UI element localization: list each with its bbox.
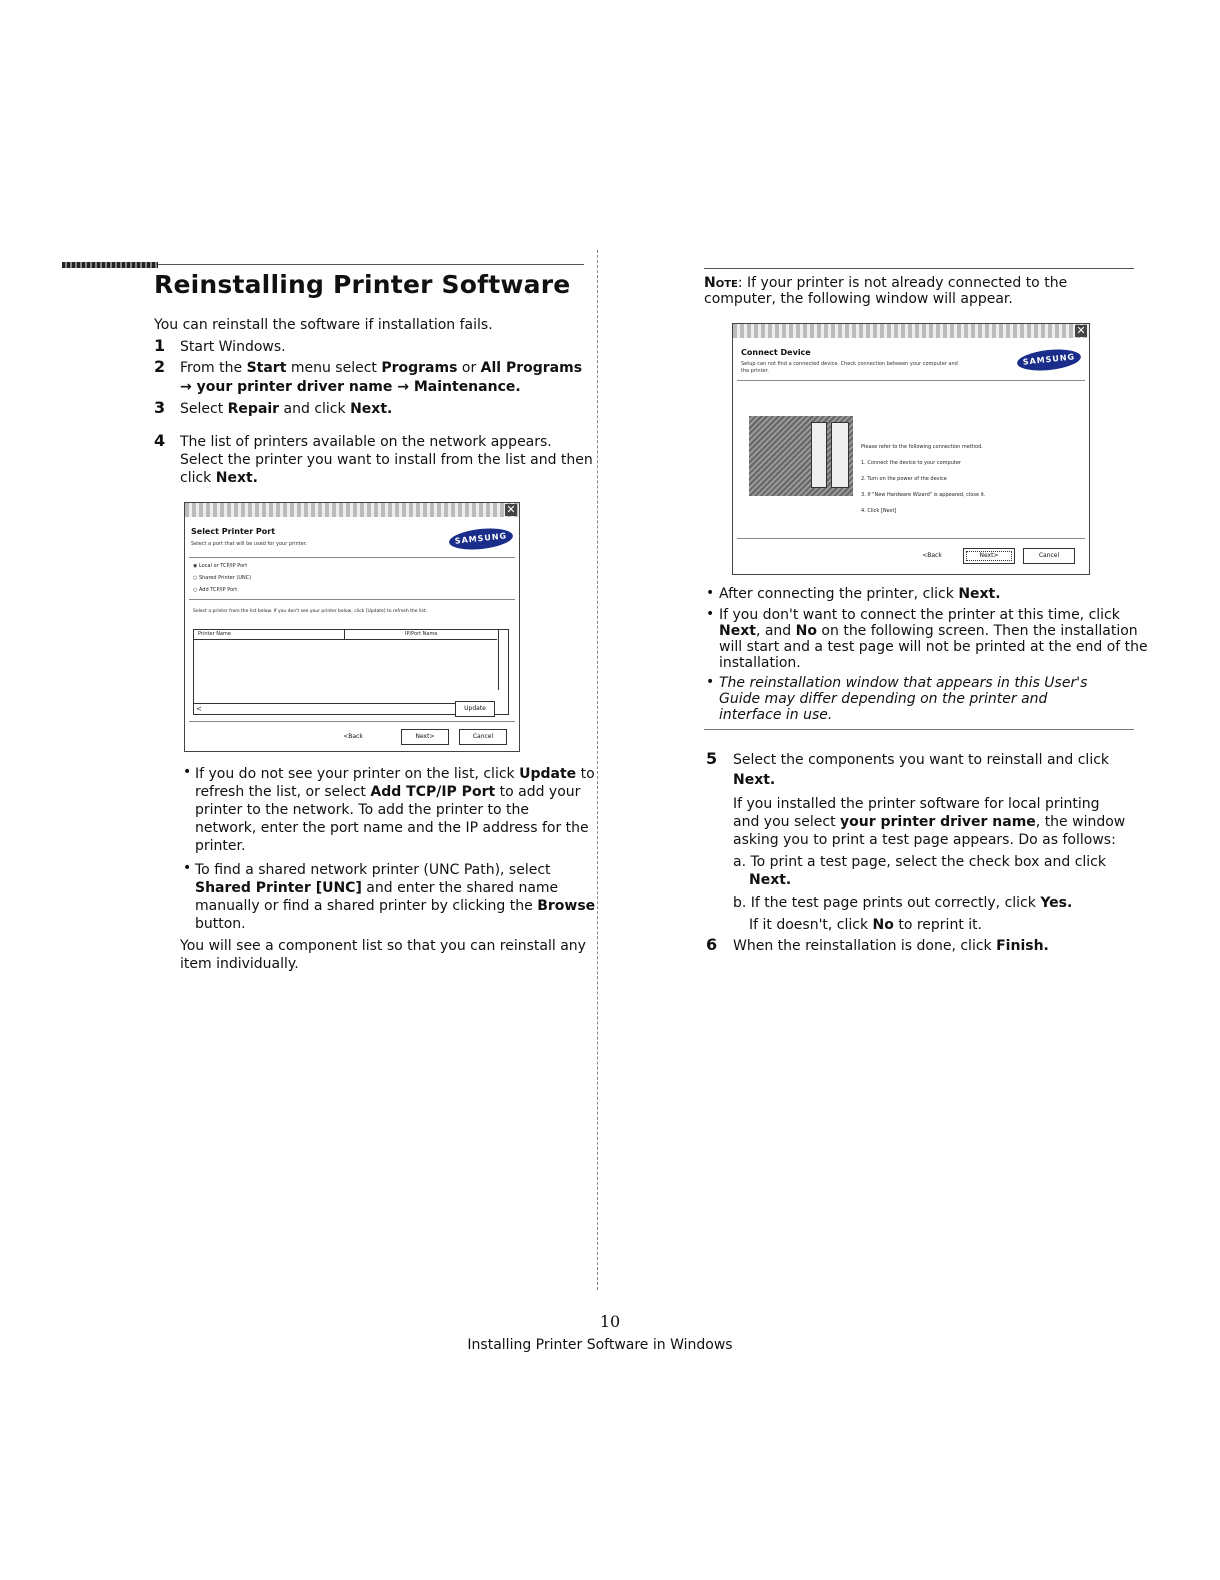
bullet-dont-connect-line-3: will start and a test page will not be printed at the end of the xyxy=(719,639,1148,655)
dialog-separator xyxy=(189,721,515,722)
step-4-number: 4 xyxy=(154,431,166,450)
page-number: 10 xyxy=(599,1312,621,1331)
next-button[interactable]: Next> xyxy=(963,548,1015,564)
step-5-line-1: Select the components you want to reinstall and click xyxy=(733,752,1110,768)
step-6-text: When the reinstallation is done, click Finish. xyxy=(733,938,1049,954)
bullet-update-line-4: network, enter the port name and the IP address for the xyxy=(195,820,589,836)
dialog-separator xyxy=(189,557,515,558)
header-rule xyxy=(158,264,584,265)
step-6-number: 6 xyxy=(706,935,718,954)
intro-text: You can reinstall the software if installation fails. xyxy=(154,317,493,333)
outro-line-2: item individually. xyxy=(180,956,299,972)
substep-a-line-1: a. To print a test page, select the check box and click xyxy=(733,854,1106,870)
note-bottom-rule xyxy=(704,729,1134,730)
connect-device-dialog xyxy=(732,323,1090,575)
outro-line-1: You will see a component list so that you can reinstall any xyxy=(180,938,586,954)
column-header-printer-name[interactable]: Printer Name xyxy=(194,630,345,640)
bullet-dont-connect-line-2: Next, and No on the following screen. Then the installation xyxy=(719,623,1138,639)
dialog-separator xyxy=(737,380,1085,381)
step-5-para-line-3: asking you to print a test page appears. Do as follows: xyxy=(733,832,1116,848)
back-button[interactable]: <Back xyxy=(329,729,377,745)
cancel-button[interactable]: Cancel xyxy=(459,729,507,745)
samsung-logo: SAMSUNG xyxy=(1016,347,1082,374)
bullet-update-line-1: If you do not see your printer on the list, click Update to xyxy=(195,766,595,782)
back-button[interactable]: <Back xyxy=(907,548,957,564)
step-4-line-2: Select the printer you want to install from the list and then xyxy=(180,452,593,468)
radio-shared-printer[interactable]: ○ Shared Printer (UNC) xyxy=(193,575,252,581)
step-4-line-3: click Next. xyxy=(180,470,258,486)
dialog-separator xyxy=(189,599,515,600)
cancel-button[interactable]: Cancel xyxy=(1023,548,1075,564)
step-3-number: 3 xyxy=(154,398,166,417)
vertical-scrollbar[interactable] xyxy=(498,630,508,690)
bullet-marker: • xyxy=(706,606,715,622)
substep-b-line-1: b. If the test page prints out correctly, click Yes. xyxy=(733,895,1073,911)
bullet-shared-line-2: Shared Printer [UNC] and enter the shared name xyxy=(195,880,559,896)
dialog-subtitle-1: Setup can not find a connected device. Check connection between your computer and xyxy=(741,361,958,367)
column-divider xyxy=(597,250,598,1290)
note-line-2: computer, the following window will appear. xyxy=(704,291,1013,307)
next-button[interactable]: Next> xyxy=(401,729,449,745)
bullet-update-line-2: refresh the list, or select Add TCP/IP Port to add your xyxy=(195,784,581,800)
bullet-marker: • xyxy=(183,764,192,780)
bullet-shared-line-1: To find a shared network printer (UNC Path), select xyxy=(195,862,551,878)
dialog-titlebar xyxy=(185,503,519,517)
note-line-1: Note: If your printer is not already connected to the xyxy=(704,275,1068,291)
step-2-number: 2 xyxy=(154,357,166,376)
dialog-subtitle: Select a port that will be used for your printer. xyxy=(191,541,307,547)
bullet-dont-connect-line-4: installation. xyxy=(719,655,801,671)
instruction-line: Please refer to the following connection method. xyxy=(861,444,983,450)
step-2-text: From the Start menu select Programs or All Programs xyxy=(180,360,583,376)
step-1-text: Start Windows. xyxy=(180,339,286,355)
bullet-marker: • xyxy=(706,585,715,601)
bullet-disclaimer-line-3: interface in use. xyxy=(719,707,833,723)
instruction-line: 3. If "New Hardware Wizard" is appeared, close it. xyxy=(861,492,986,498)
bullet-marker: • xyxy=(706,674,715,690)
close-icon[interactable]: ✕ xyxy=(1076,324,1086,337)
instruction-line: 1. Connect the device to your computer xyxy=(861,460,961,466)
substep-a-line-2: Next. xyxy=(749,872,792,888)
instruction-line: 4. Click [Next] xyxy=(861,508,897,514)
section-marker-bar xyxy=(62,262,158,268)
bullet-disclaimer-line-2: Guide may differ depending on the printer and xyxy=(719,691,1048,707)
bullet-disclaimer-line-1: The reinstallation window that appears in this User's xyxy=(719,675,1088,691)
bullet-update-line-5: printer. xyxy=(195,838,246,854)
step-3-text: Select Repair and click Next. xyxy=(180,401,393,417)
step-5-para-line-1: If you installed the printer software for local printing xyxy=(733,796,1100,812)
bullet-dont-connect-line-1: If you don't want to connect the printer at this time, click xyxy=(719,607,1120,623)
step-4-line-1: The list of printers available on the network appears. xyxy=(180,434,552,450)
dialog-title: Select Printer Port xyxy=(191,527,276,536)
substep-b-line-2: If it doesn't, click No to reprint it. xyxy=(749,917,983,933)
close-icon[interactable]: ✕ xyxy=(506,503,516,516)
samsung-logo: SAMSUNG xyxy=(448,526,514,553)
update-button[interactable]: Update xyxy=(455,701,495,717)
dialog-title: Connect Device xyxy=(741,348,811,357)
page-title: Reinstalling Printer Software xyxy=(154,270,571,299)
horizontal-scrollbar[interactable]: < xyxy=(194,703,494,714)
select-printer-port-dialog xyxy=(184,502,520,752)
bullet-update-line-3: printer to the network. To add the printer to the xyxy=(195,802,530,818)
footer-section-title: Installing Printer Software in Windows xyxy=(467,1337,733,1353)
instruction-line: 2. Turn on the power of the device xyxy=(861,476,947,482)
dialog-titlebar xyxy=(733,324,1089,338)
column-header-ip-port[interactable]: IP/Port Name xyxy=(345,630,497,640)
radio-local-tcpip[interactable]: ◉ Local or TCP/IP Port xyxy=(193,563,248,569)
note-top-rule xyxy=(704,268,1134,269)
dialog-separator xyxy=(737,538,1085,539)
dialog-subtitle-2: the printer. xyxy=(741,368,769,374)
radio-add-tcpip[interactable]: ○ Add TCP/IP Port xyxy=(193,587,238,593)
bullet-shared-line-3: manually or find a shared printer by clicking the Browse xyxy=(195,898,596,914)
step-5-number: 5 xyxy=(706,749,718,768)
list-instruction: Select a printer from the list below. If you don't see your printer below, click [Update] to refresh the list. xyxy=(193,609,428,614)
bullet-shared-line-4: button. xyxy=(195,916,246,932)
step-5-para-line-2: and you select your printer driver name, the window xyxy=(733,814,1126,830)
step-5-line-2: Next. xyxy=(733,772,776,788)
bullet-after-connecting: After connecting the printer, click Next. xyxy=(719,586,1001,602)
step-1-number: 1 xyxy=(154,336,166,355)
bullet-marker: • xyxy=(183,860,192,876)
step-2-path: → your printer driver name → Maintenance. xyxy=(180,379,521,395)
device-connection-illustration xyxy=(749,416,853,496)
